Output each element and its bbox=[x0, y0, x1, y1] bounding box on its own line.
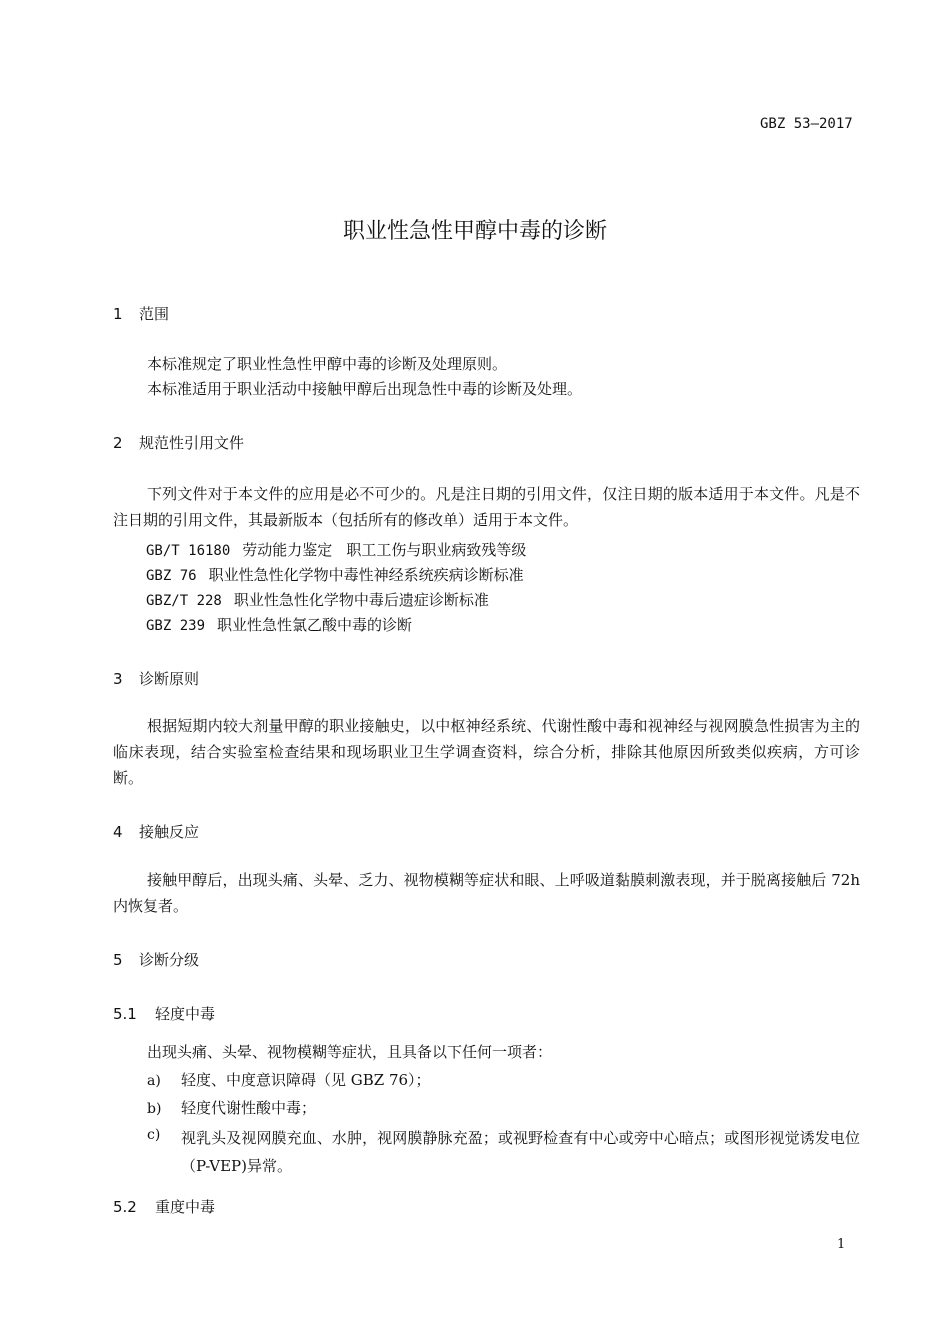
paragraph: 出现头痛、头晕、视物模糊等症状，且具备以下任何一项者： bbox=[147, 1043, 553, 1061]
page-number: 1 bbox=[837, 1237, 846, 1252]
subsection-title: 轻度中毒 bbox=[155, 1005, 216, 1023]
reference-code: GB/T 16180 bbox=[146, 543, 231, 559]
section-number: 1 bbox=[113, 305, 123, 323]
reference-code: GBZ/T 228 bbox=[146, 593, 222, 609]
section-number: 5 bbox=[113, 951, 123, 969]
list-text: 轻度、中度意识障碍（见 GBZ 76）； bbox=[181, 1071, 431, 1089]
section-title: 规范性引用文件 bbox=[139, 434, 245, 452]
reference-title: 职业性急性氯乙酸中毒的诊断 bbox=[217, 616, 413, 634]
paragraph: 本标准适用于职业活动中接触甲醇后出现急性中毒的诊断及处理。 bbox=[147, 380, 583, 398]
reference-code: GBZ 76 bbox=[146, 568, 197, 584]
section-heading bbox=[113, 668, 199, 689]
section-number: 3 bbox=[113, 670, 123, 688]
list-item bbox=[147, 1097, 316, 1118]
reference-item bbox=[146, 614, 412, 635]
section-heading bbox=[113, 821, 199, 842]
subsection-heading bbox=[113, 1003, 215, 1024]
subsection-number: 5.1 bbox=[113, 1005, 137, 1023]
section-number: 2 bbox=[113, 434, 123, 452]
list-text: 轻度代谢性酸中毒； bbox=[181, 1099, 317, 1117]
paragraph: 根据短期内较大剂量甲醇的职业接触史，以中枢神经系统、代谢性酸中毒和视神经与视网膜急性损害为主的临床表现，结合实验室检查结果和现场职业卫生学调查资料，综合分析，排除其他原因所致类似疾病，方可诊断。 bbox=[113, 717, 860, 787]
section-heading bbox=[113, 949, 199, 970]
section-title: 诊断分级 bbox=[139, 951, 200, 969]
reference-item bbox=[146, 589, 489, 610]
section-heading bbox=[113, 303, 169, 324]
list-label: a) bbox=[147, 1073, 161, 1089]
reference-code: GBZ 239 bbox=[146, 618, 206, 634]
list-item bbox=[147, 1069, 431, 1090]
paragraph: 接触甲醇后，出现头痛、头晕、乏力、视物模糊等症状和眼、上呼吸道黏膜刺激表现，并于脱离接触后 72h 内恢复者。 bbox=[113, 871, 860, 915]
reference-title: 劳动能力鉴定 bbox=[242, 541, 333, 559]
section-number: 4 bbox=[113, 823, 123, 841]
subsection-number: 5.2 bbox=[113, 1198, 137, 1216]
list-label: b) bbox=[147, 1101, 162, 1117]
reference-subtitle: 职工工伤与职业病致残等级 bbox=[346, 541, 527, 559]
page-title: 职业性急性甲醇中毒的诊断 bbox=[342, 219, 607, 244]
section-title: 范围 bbox=[139, 305, 170, 323]
list-label: c) bbox=[147, 1127, 161, 1143]
subsection-heading bbox=[113, 1196, 215, 1217]
document-code: GBZ 53—2017 bbox=[760, 116, 853, 132]
section-heading bbox=[113, 432, 244, 453]
reference-title: 职业性急性化学物中毒后遗症诊断标准 bbox=[233, 591, 489, 609]
paragraph: 本标准规定了职业性急性甲醇中毒的诊断及处理原则。 bbox=[147, 355, 508, 373]
list-text: 视乳头及视网膜充血、水肿，视网膜静脉充盈；或视野检查有中心或旁中心暗点；或图形视觉诱发电位（P-VEP)异常。 bbox=[181, 1129, 860, 1175]
reference-item bbox=[146, 564, 524, 585]
section-title: 诊断原则 bbox=[139, 670, 200, 688]
reference-item bbox=[146, 539, 526, 560]
section-title: 接触反应 bbox=[139, 823, 200, 841]
reference-title: 职业性急性化学物中毒性神经系统疾病诊断标准 bbox=[208, 566, 524, 584]
subsection-title: 重度中毒 bbox=[155, 1198, 216, 1216]
paragraph: 下列文件对于本文件的应用是必不可少的。凡是注日期的引用文件，仅注日期的版本适用于本文件。凡是不注日期的引用文件，其最新版本（包括所有的修改单）适用于本文件。 bbox=[113, 485, 860, 529]
